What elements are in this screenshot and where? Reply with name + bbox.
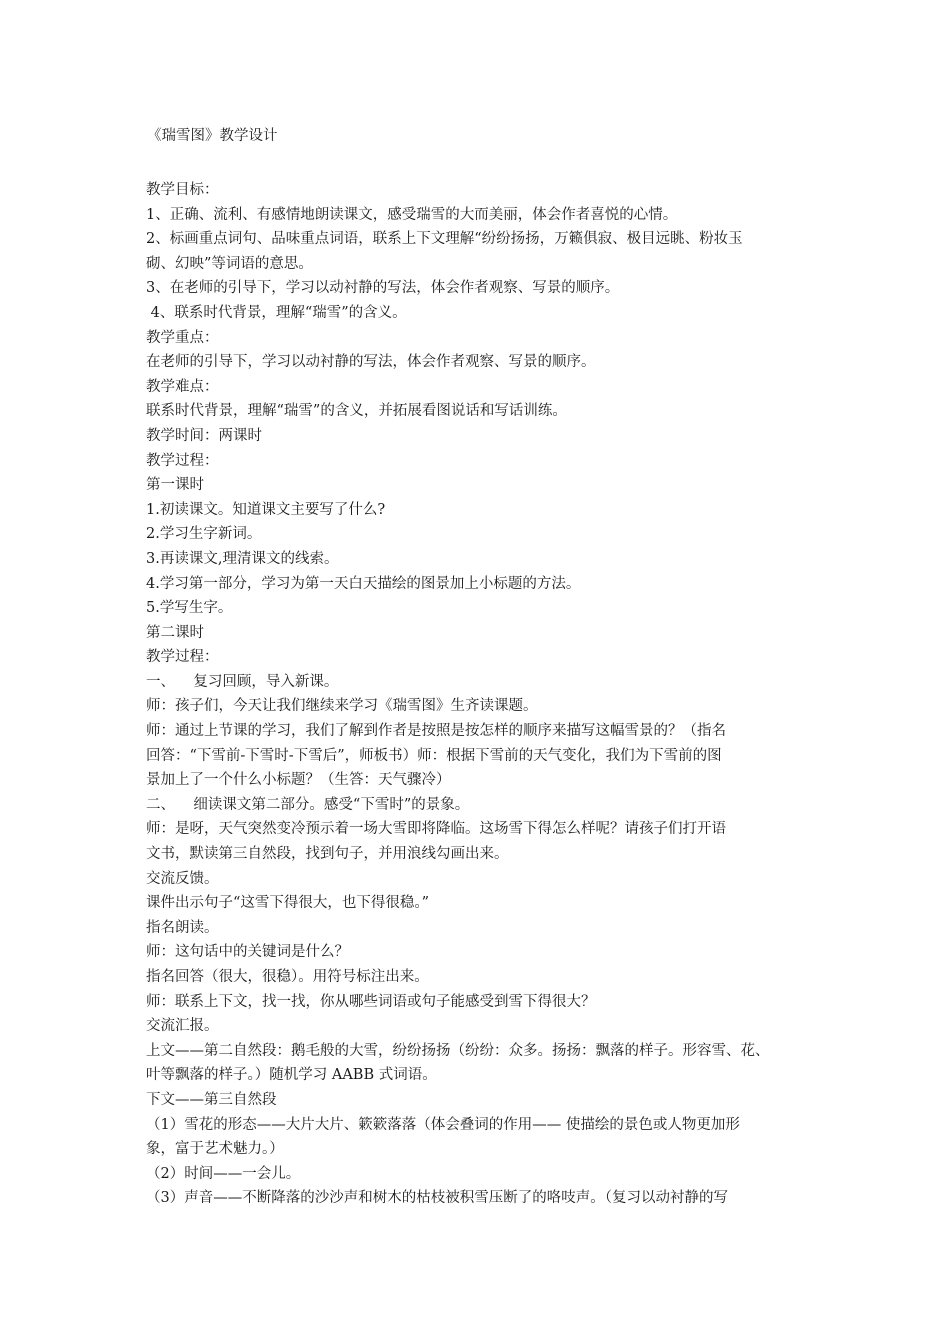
- text-line: 师：通过上节课的学习，我们了解到作者是按照是按怎样的顺序来描写这幅雪景的？（指名: [146, 723, 726, 740]
- text-line: 教学过程：: [146, 649, 219, 666]
- text-line: （1）雪花的形态——大片大片、簌簌落落（体会叠词的作用—— 使描绘的景色或人物更加形: [146, 1116, 740, 1133]
- text-line: 5.学写生字。: [146, 600, 233, 617]
- text-line: 4.学习第一部分，学习为第一天白天描绘的图景加上小标题的方法。: [146, 575, 581, 592]
- text-line: （3）声音——不断降落的沙沙声和树木的枯枝被积雪压断了的咯吱声。（复习以动衬静的写: [146, 1190, 728, 1207]
- text-line: 回答：“下雪前-下雪时-下雪后”，师板书）师：根据下雪前的天气变化，我们为下雪前的图: [146, 747, 722, 764]
- text-line: 联系时代背景，理解“瑞雪”的含义，并拓展看图说话和写话训练。: [146, 403, 567, 420]
- text-line: 教学难点：: [146, 378, 219, 395]
- text-line: 二、 细读课文第二部分。感受“下雪时”的景象。: [146, 796, 470, 813]
- text-line: 3、在老师的引导下，学习以动衬静的写法，体会作者观察、写景的顺序。: [146, 280, 620, 297]
- text-line: 教学时间：两课时: [146, 427, 262, 444]
- text-line: 景加上了一个什么小标题？（生答：天气骤冷）: [146, 772, 451, 789]
- text-line: 师：联系上下文，找一找，你从哪些词语或句子能感受到雪下得很大？: [146, 993, 596, 1010]
- text-line: 下文——第三自然段: [146, 1091, 277, 1108]
- text-line: 教学重点：: [146, 329, 219, 346]
- text-line: 1、正确、流利、有感情地朗读课文，感受瑞雪的大而美丽，体会作者喜悦的心情。: [146, 206, 678, 223]
- text-line: 上文——第二自然段：鹅毛般的大雪，纷纷扬扬（纷纷：众多。扬扬：飘落的样子。形容雪、花、: [146, 1042, 770, 1059]
- text-line: 在老师的引导下，学习以动衬静的写法，体会作者观察、写景的顺序。: [146, 354, 596, 371]
- text-line: 师：是呀，天气突然变冷预示着一场大雪即将降临。这场雪下得怎么样呢？请孩子们打开语: [146, 821, 726, 838]
- text-line: （2）时间——一会儿。: [146, 1165, 301, 1182]
- text-line: 1.初读课文。知道课文主要写了什么?: [146, 501, 386, 518]
- text-line: 文书，默读第三自然段，找到句子，并用浪线勾画出来。: [146, 846, 509, 863]
- text-line: 3.再读课文,理清课文的线索。: [146, 550, 339, 567]
- text-line: 第二课时: [146, 624, 204, 641]
- text-line: 砌、幻映”等词语的意思。: [146, 255, 313, 272]
- text-line: 教学目标：: [146, 182, 219, 198]
- text-line: 4、联系时代背景，理解“瑞雪”的含义。: [146, 304, 407, 321]
- text-line: 教学过程：: [146, 452, 219, 469]
- text-line: 师：孩子们，今天让我们继续来学习《瑞雪图》生齐读课题。: [146, 698, 538, 715]
- text-line: 课件出示句子“这雪下得很大，也下得很稳。”: [146, 895, 430, 912]
- text-line: 2.学习生字新词。: [146, 526, 262, 543]
- text-line: 第一课时: [146, 477, 204, 494]
- text-line: 交流汇报。: [146, 1018, 219, 1035]
- text-line: 师：这句话中的关键词是什么？: [146, 944, 349, 961]
- text-line: 叶等飘落的样子。）随机学习 AABB 式词语。: [146, 1067, 437, 1084]
- document-title: 《瑞雪图》教学设计: [147, 128, 278, 144]
- text-line: 指名回答（很大，很稳）。用符号标注出来。: [146, 969, 429, 985]
- document-body: [146, 178, 808, 1211]
- text-line: 指名朗读。: [146, 919, 219, 936]
- text-line: 一、 复习回顾，导入新课。: [146, 673, 339, 690]
- text-line: 交流反馈。: [146, 870, 219, 887]
- text-line: 象，富于艺术魅力。）: [146, 1141, 284, 1158]
- text-line: 2、标画重点词句、品味重点词语，联系上下文理解“纷纷扬扬，万籁俱寂、极目远眺、粉妆玉: [146, 231, 743, 248]
